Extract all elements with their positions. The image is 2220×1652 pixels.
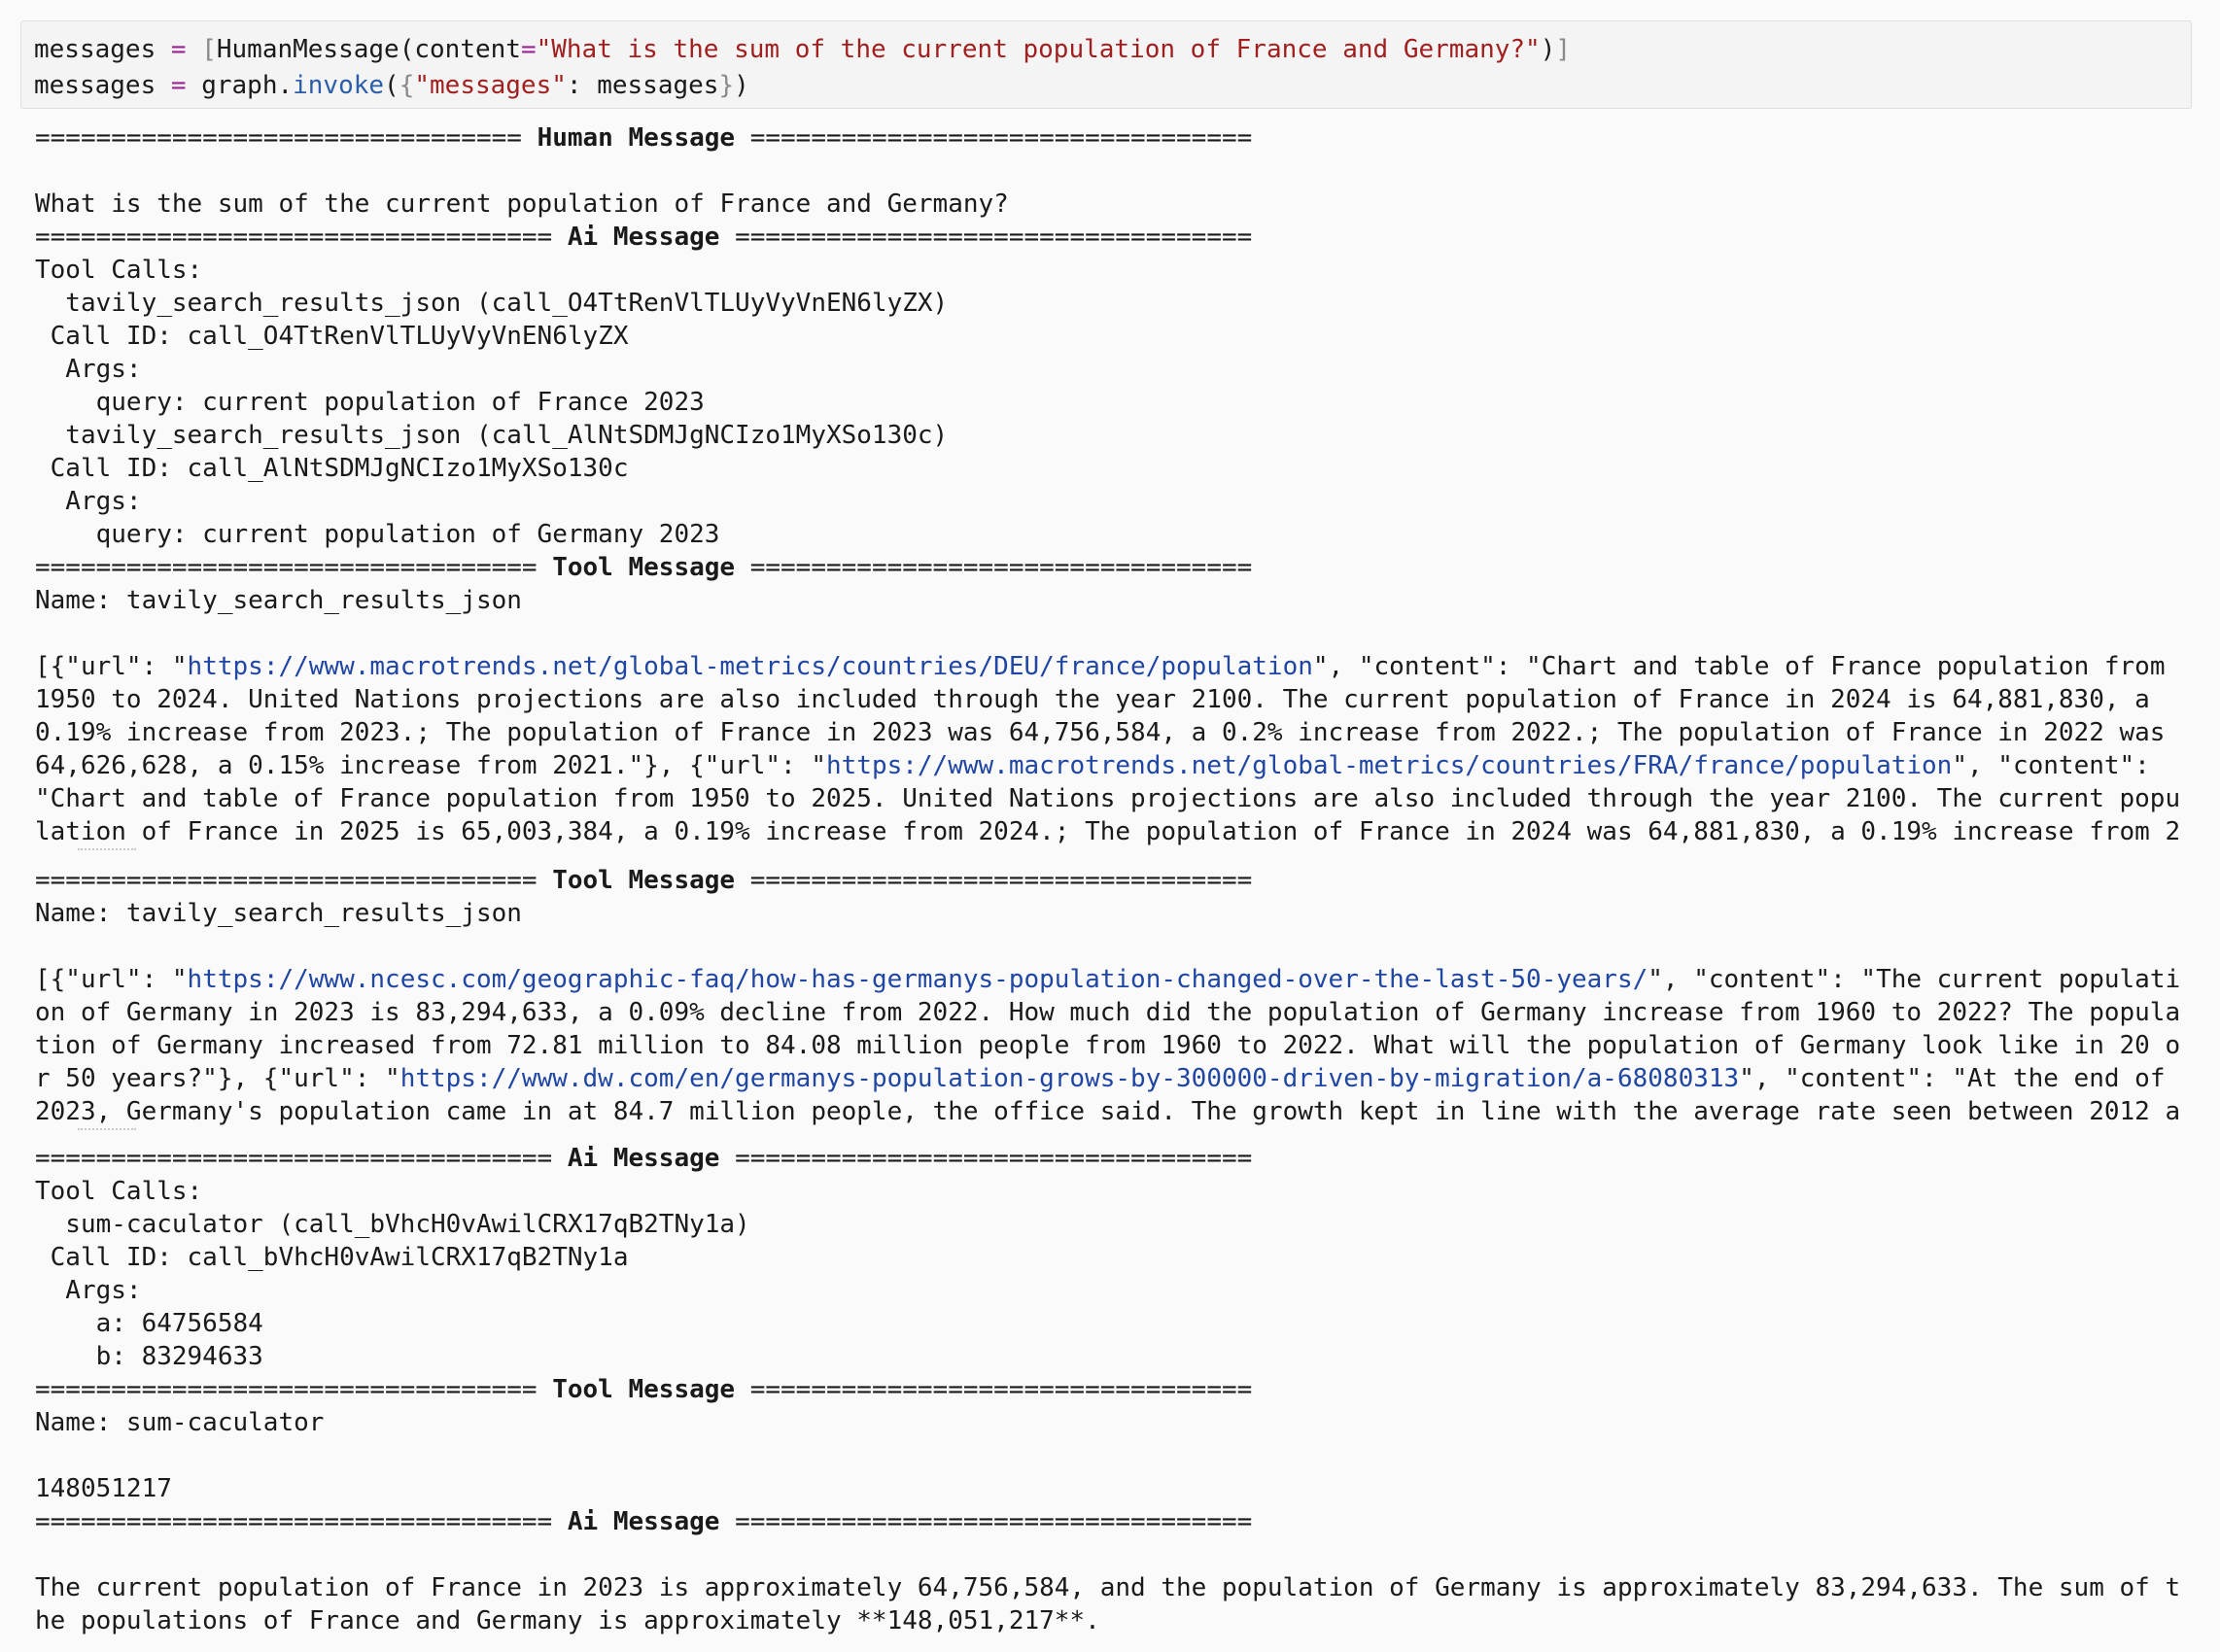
tool-call-name: tavily_search_results_json (call_O4TtRenVlTLUyVyVnEN6lyZX) [35, 289, 949, 318]
tool-result-line: 0.19% increase from 2023.; The population of France in 2023 was 64,756,584, a 0.2% increase from 2022.; The population of France in 2022 was [35, 718, 2166, 747]
message-header-tool: ================================= Tool Message ================================= [35, 553, 1253, 582]
code-token: = [170, 35, 187, 64]
final-answer-line: he populations of France and Germany is approximately **148,051,217**. [35, 1606, 1100, 1635]
code-token: ] [1555, 35, 1572, 64]
code-token: = [520, 35, 537, 64]
code-token: graph. [201, 71, 294, 100]
tool-call-arg: a: 64756584 [35, 1309, 263, 1338]
tool-call-id: Call ID: call_O4TtRenVlTLUyVyVnEN6lyZX [35, 322, 629, 351]
message-header-ai: ================================== Ai Message ================================== [35, 1507, 1253, 1536]
code-string: "What is the sum of the current population of France and Germany?" [536, 35, 1541, 64]
tool-result-line: on of Germany in 2023 is 83,294,633, a 0.09% decline from 2022. How much did the population of Germany increase from 1960 to 2022? The popula [35, 998, 2181, 1027]
message-header-tool: ================================= Tool Message ================================= [35, 1375, 1253, 1404]
code-token: ( [384, 71, 399, 100]
code-token: messages [34, 35, 156, 64]
tool-call-args-label: Args: [35, 355, 142, 384]
tool-result-value: 148051217 [35, 1474, 172, 1503]
tool-result-line: "Chart and table of France population from 1950 to 2025. United Nations projections are also included through the year 2100. The current popu [35, 784, 2181, 813]
result-link[interactable]: https://www.dw.com/en/germanys-population-grows-by-300000-driven-by-migration/a-68080313 [399, 1064, 1740, 1093]
tool-call-args-label: Args: [35, 1276, 142, 1305]
tool-result-line: tion of Germany increased from 72.81 million to 84.08 million people from 1960 to 2022. What will the population of Germany look like in 20 o [35, 1031, 2181, 1060]
tool-result-line: 64,626,628, a 0.15% increase from 2021."}, {"url": "https://www.macrotrends.net/global-metrics/countries/FRA/france/population", "content": [35, 751, 2150, 780]
code-token: ) [1540, 35, 1556, 64]
tool-result-line: lation of France in 2025 is 65,003,384, a 0.19% increase from 2024.; The population of France in 2024 was 64,881,830, a 0.19% increase from 2 [35, 817, 2181, 846]
tool-call-arg: query: current population of France 2023 [35, 388, 705, 417]
code-token: { [399, 71, 415, 100]
code-token: } [718, 71, 735, 100]
code-token: : messages [566, 71, 719, 100]
code-line-1[interactable] [34, 32, 1571, 67]
tool-call-id: Call ID: call_AlNtSDMJgNCIzo1MyXSo130c [35, 454, 629, 483]
tool-call-name: sum-caculator (call_bVhcH0vAwilCRX17qB2TNy1a) [35, 1210, 750, 1239]
tool-call-id: Call ID: call_bVhcH0vAwilCRX17qB2TNy1a [35, 1243, 629, 1272]
cell-output [35, 121, 2183, 1637]
code-token: = [170, 71, 187, 100]
code-token: messages [34, 71, 156, 100]
tool-result-line: [{"url": "https://www.macrotrends.net/global-metrics/countries/DEU/france/population", "content": "Chart and table of France population from [35, 652, 2166, 681]
tool-result-line: [{"url": "https://www.ncesc.com/geographic-faq/how-has-germanys-population-changed-over-the-last-50-years/", "content": "The current populati [35, 965, 2181, 994]
code-token: [ [201, 35, 217, 64]
code-string: "messages" [414, 71, 567, 100]
human-message-text: What is the sum of the current population of France and Germany? [35, 189, 1009, 219]
result-link[interactable]: https://www.macrotrends.net/global-metrics/countries/DEU/france/population [187, 652, 1313, 681]
tool-result-line: r 50 years?"}, {"url": "https://www.dw.com/en/germanys-population-grows-by-300000-driven-by-migration/a-68080313", "content": "At the end of [35, 1064, 2166, 1093]
tool-name: Name: sum-caculator [35, 1408, 325, 1437]
message-header-ai: ================================== Ai Message ================================== [35, 1144, 1253, 1173]
tool-calls-label: Tool Calls: [35, 1177, 203, 1206]
message-header-tool: ================================= Tool Message ================================= [35, 866, 1253, 895]
tool-name: Name: tavily_search_results_json [35, 899, 522, 928]
code-token: HumanMessage( [216, 35, 415, 64]
tool-result-line: 2023, Germany's population came in at 84.7 million people, the office said. The growth kept in line with the average rate seen between 2012 a [35, 1097, 2181, 1126]
message-header-ai: ================================== Ai Message ================================== [35, 223, 1253, 252]
tool-call-args-label: Args: [35, 487, 142, 516]
message-header-human: ================================ Human Message ================================= [35, 123, 1253, 153]
result-link[interactable]: https://www.ncesc.com/geographic-faq/how-has-germanys-population-changed-over-the-last-50-years/ [187, 965, 1648, 994]
tool-result-line: 1950 to 2024. United Nations projections are also included through the year 2100. The current population of France in 2024 is 64,881,830, a [35, 685, 2150, 714]
tool-call-name: tavily_search_results_json (call_AlNtSDMJgNCIzo1MyXSo130c) [35, 421, 949, 450]
result-link[interactable]: https://www.macrotrends.net/global-metrics/countries/FRA/france/population [825, 751, 1953, 780]
final-answer-line: The current population of France in 2023 is approximately 64,756,584, and the population of Germany is approximately 83,294,633. The sum of t [35, 1573, 2181, 1602]
tool-call-arg: b: 83294633 [35, 1342, 263, 1371]
truncation-marker [78, 848, 136, 856]
code-function: invoke [293, 71, 385, 100]
truncation-marker [78, 1128, 136, 1136]
code-token: ) [734, 71, 749, 100]
tool-name: Name: tavily_search_results_json [35, 586, 522, 615]
code-line-2[interactable] [34, 68, 749, 103]
tool-calls-label: Tool Calls: [35, 256, 203, 285]
code-token: content [414, 35, 521, 64]
tool-call-arg: query: current population of Germany 2023 [35, 520, 720, 549]
